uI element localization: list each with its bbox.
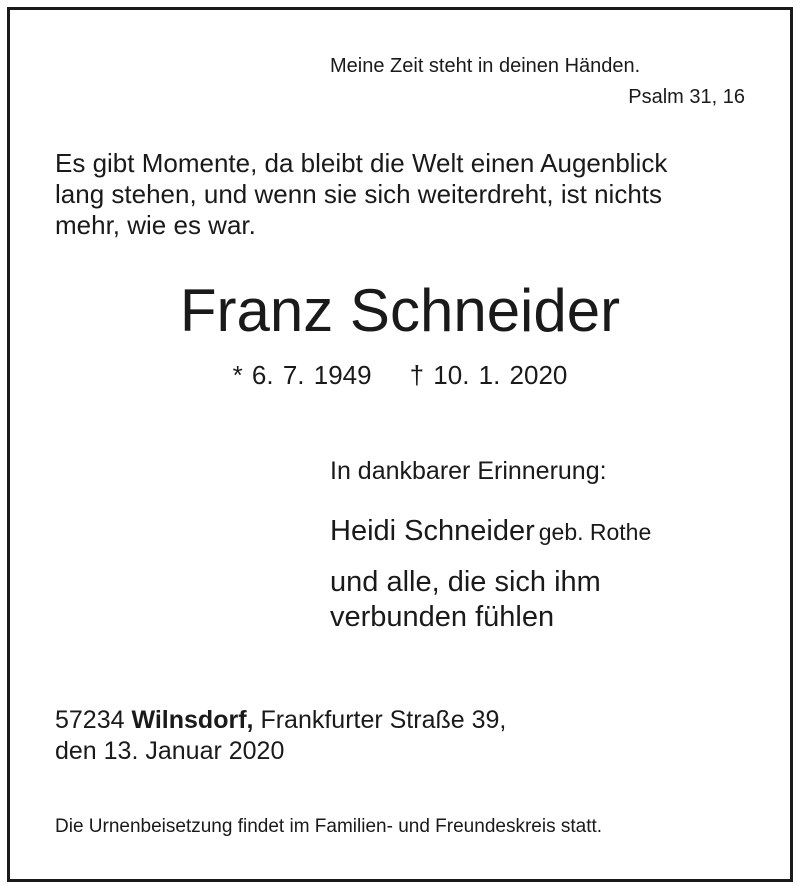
other-mourners-line: verbunden fühlen — [330, 601, 555, 633]
birth-date: * 6. 7. 1949 — [232, 360, 372, 390]
street: Frankfurter Straße 39, — [260, 706, 507, 734]
address-line — [55, 705, 755, 736]
remembrance-intro: In dankbarer Erinnerung: — [330, 457, 607, 485]
quote-line: lang stehen, und wenn sie sich weiterdreht, ist nichts — [55, 179, 663, 209]
quote-block — [55, 148, 747, 241]
life-dates — [0, 360, 800, 391]
address-block — [55, 705, 755, 767]
burial-notice: Die Urnenbeisetzung findet im Familien- und Freundeskreis statt. — [55, 816, 603, 837]
postcode: 57234 — [55, 706, 125, 734]
other-mourners-line: und alle, die sich ihm — [330, 566, 601, 598]
motto-text: Meine Zeit steht in deinen Händen. — [330, 55, 641, 77]
town: Wilnsdorf, — [131, 706, 254, 734]
quote-line: mehr, wie es war. — [55, 210, 256, 240]
quote-line: Es gibt Momente, da bleibt die Welt einen Augenblick — [55, 148, 668, 178]
date-line: den 13. Januar 2020 — [55, 737, 285, 765]
primary-mourner — [330, 515, 651, 548]
motto-source: Psalm 31, 16 — [628, 86, 745, 108]
primary-mourner-name: Heidi Schneider — [330, 515, 535, 547]
primary-mourner-nee: geb. Rothe — [538, 519, 652, 545]
deceased-name: Franz Schneider — [179, 277, 621, 344]
death-date: † 10. 1. 2020 — [409, 360, 568, 390]
other-mourners — [330, 565, 730, 635]
